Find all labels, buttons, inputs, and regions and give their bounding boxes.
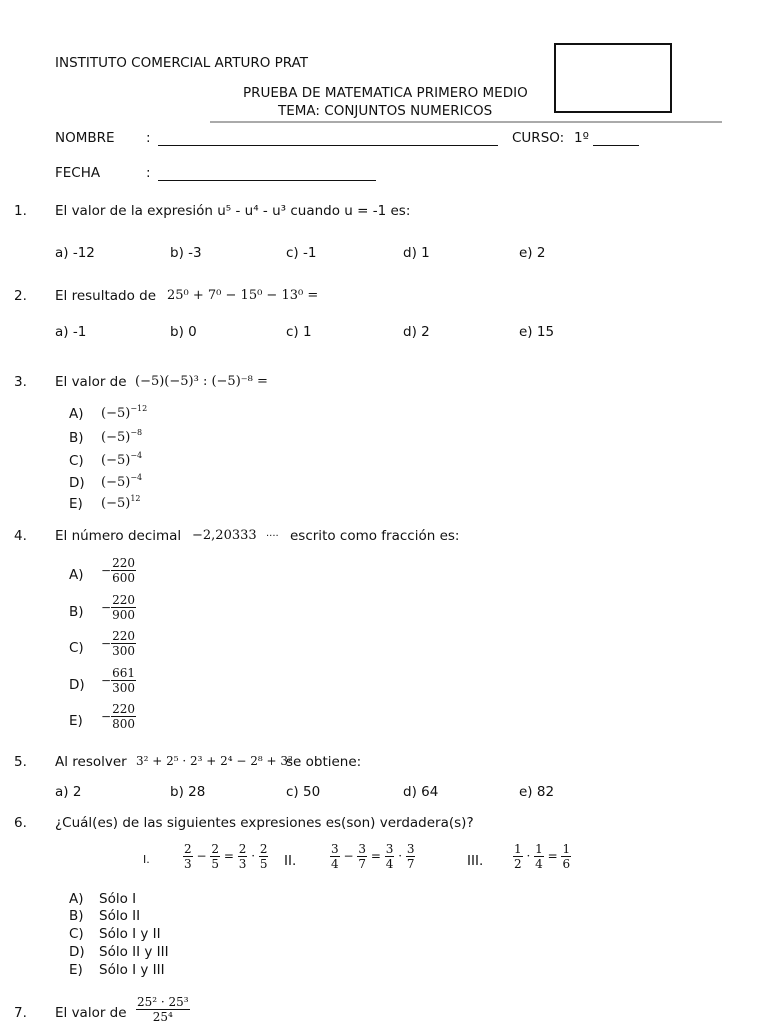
grade-box bbox=[554, 43, 672, 113]
option-text: Sólo II y III bbox=[99, 944, 169, 960]
option-letter: A) bbox=[69, 406, 84, 422]
option-text: Sólo I y II bbox=[99, 926, 161, 942]
name-label: NOMBRE bbox=[55, 130, 115, 146]
option-e-expression: $(-5)^{12}$ bbox=[101, 494, 141, 511]
statement-i-expression: $\frac{2}{3}$ − $\frac{2}{5}$ = $\frac{2}{3}$ · $\frac{2}{5}$ bbox=[184, 842, 268, 871]
date-colon: : bbox=[146, 165, 151, 181]
math-expression: 3² + 2⁵ · 2³ + 2⁴ − 2⁸ + 3² bbox=[136, 754, 293, 768]
option-a: a) 2 bbox=[55, 784, 82, 800]
option-letter: C) bbox=[69, 640, 84, 656]
math-expression: 25⁰ + 7⁰ − 15⁰ − 13⁰ = bbox=[167, 288, 319, 303]
option-letter: D) bbox=[69, 944, 85, 960]
option-d-fraction: − $\frac{661}{300}$ bbox=[101, 666, 135, 695]
option-c: c) -1 bbox=[286, 245, 317, 261]
question-text: El número decimal bbox=[55, 528, 182, 544]
option-letter: C) bbox=[69, 453, 84, 469]
question-text-suffix: se obtiene: bbox=[286, 754, 362, 770]
option-d: d) 2 bbox=[403, 324, 430, 340]
option-e: e) 82 bbox=[519, 784, 555, 800]
option-text: Sólo I bbox=[99, 891, 137, 907]
option-e: e) 15 bbox=[519, 324, 555, 340]
statement-label: I. bbox=[143, 853, 150, 866]
option-letter: D) bbox=[69, 677, 85, 693]
question-text-suffix: escrito como fracción es: bbox=[290, 528, 460, 544]
question-number: 6. bbox=[14, 815, 27, 831]
option-a: a) -1 bbox=[55, 324, 87, 340]
option-letter: E) bbox=[69, 496, 83, 512]
option-letter: A) bbox=[69, 891, 84, 907]
question-number: 7. bbox=[14, 1005, 27, 1021]
option-c: c) 50 bbox=[286, 784, 321, 800]
question-number: 1. bbox=[14, 203, 27, 219]
question-number: 3. bbox=[14, 374, 27, 390]
question-text: Al resolver bbox=[55, 754, 127, 770]
date-label: FECHA bbox=[55, 165, 101, 181]
curso-value: 1º bbox=[574, 130, 589, 146]
curso-field[interactable] bbox=[593, 130, 639, 146]
option-letter: D) bbox=[69, 475, 85, 491]
option-text: Sólo II bbox=[99, 908, 141, 924]
option-letter: B) bbox=[69, 604, 84, 620]
option-letter: E) bbox=[69, 713, 83, 729]
question-number: 4. bbox=[14, 528, 27, 544]
header-divider bbox=[210, 121, 722, 123]
question-number: 5. bbox=[14, 754, 27, 770]
question-text: ¿Cuál(es) de las siguientes expresiones es(son) verdadera(s)? bbox=[55, 815, 474, 831]
ellipsis: .... bbox=[266, 528, 279, 539]
option-letter: B) bbox=[69, 430, 84, 446]
question-text: El valor de bbox=[55, 374, 127, 390]
option-e-fraction: − $\frac{220}{800}$ bbox=[101, 702, 135, 731]
name-field[interactable] bbox=[158, 130, 498, 146]
option-b-expression: $(-5)^{-8}$ bbox=[101, 428, 143, 445]
option-letter: B) bbox=[69, 908, 84, 924]
option-letter: E) bbox=[69, 962, 83, 978]
option-b: b) -3 bbox=[170, 245, 202, 261]
date-field[interactable] bbox=[158, 165, 376, 181]
option-d: d) 64 bbox=[403, 784, 439, 800]
statement-iii-expression: $\frac{1}{2}$ · $\frac{1}{4}$ = $\frac{1}{6}$ bbox=[514, 842, 571, 871]
option-a-fraction: − $\frac{220}{600}$ bbox=[101, 556, 135, 585]
option-c-fraction: − $\frac{220}{300}$ bbox=[101, 629, 135, 658]
option-letter: A) bbox=[69, 567, 84, 583]
option-a-expression: $(-5)^{-12}$ bbox=[101, 404, 148, 421]
statement-label: III. bbox=[467, 853, 484, 869]
option-c: c) 1 bbox=[286, 324, 312, 340]
option-b: b) 0 bbox=[170, 324, 197, 340]
test-title: PRUEBA DE MATEMATICA PRIMERO MEDIO bbox=[243, 85, 528, 101]
decimal-value: −2,20333 bbox=[192, 528, 257, 543]
option-d-expression: $(-5)^{-4}$ bbox=[101, 473, 143, 490]
name-colon: : bbox=[146, 130, 151, 146]
statement-ii-expression: $\frac{3}{4}$ − $\frac{3}{7}$ = $\frac{3}{4}$ · $\frac{3}{7}$ bbox=[331, 842, 415, 871]
math-expression: (−5)(−5)³ : (−5)⁻⁸ = bbox=[135, 374, 268, 389]
test-topic: TEMA: CONJUNTOS NUMERICOS bbox=[278, 103, 493, 119]
question-text: El resultado de bbox=[55, 288, 157, 304]
curso-label: CURSO: bbox=[512, 130, 565, 146]
option-letter: C) bbox=[69, 926, 84, 942]
question-number: 2. bbox=[14, 288, 27, 304]
option-b: b) 28 bbox=[170, 784, 206, 800]
school-name: INSTITUTO COMERCIAL ARTURO PRAT bbox=[55, 55, 309, 71]
option-b-fraction: − $\frac{220}{900}$ bbox=[101, 593, 135, 622]
option-text: Sólo I y III bbox=[99, 962, 165, 978]
question-text: El valor de bbox=[55, 1005, 127, 1021]
option-a: a) -12 bbox=[55, 245, 95, 261]
math-fraction: $\frac{\text{25² · 25³}}{\text{25⁴}}$ bbox=[137, 995, 189, 1024]
option-d: d) 1 bbox=[403, 245, 430, 261]
statement-label: II. bbox=[284, 853, 297, 869]
option-c-expression: $(-5)^{-4}$ bbox=[101, 451, 143, 468]
option-e: e) 2 bbox=[519, 245, 546, 261]
question-text: El valor de la expresión u⁵ - u⁴ - u³ cuando u = -1 es: bbox=[55, 203, 411, 219]
